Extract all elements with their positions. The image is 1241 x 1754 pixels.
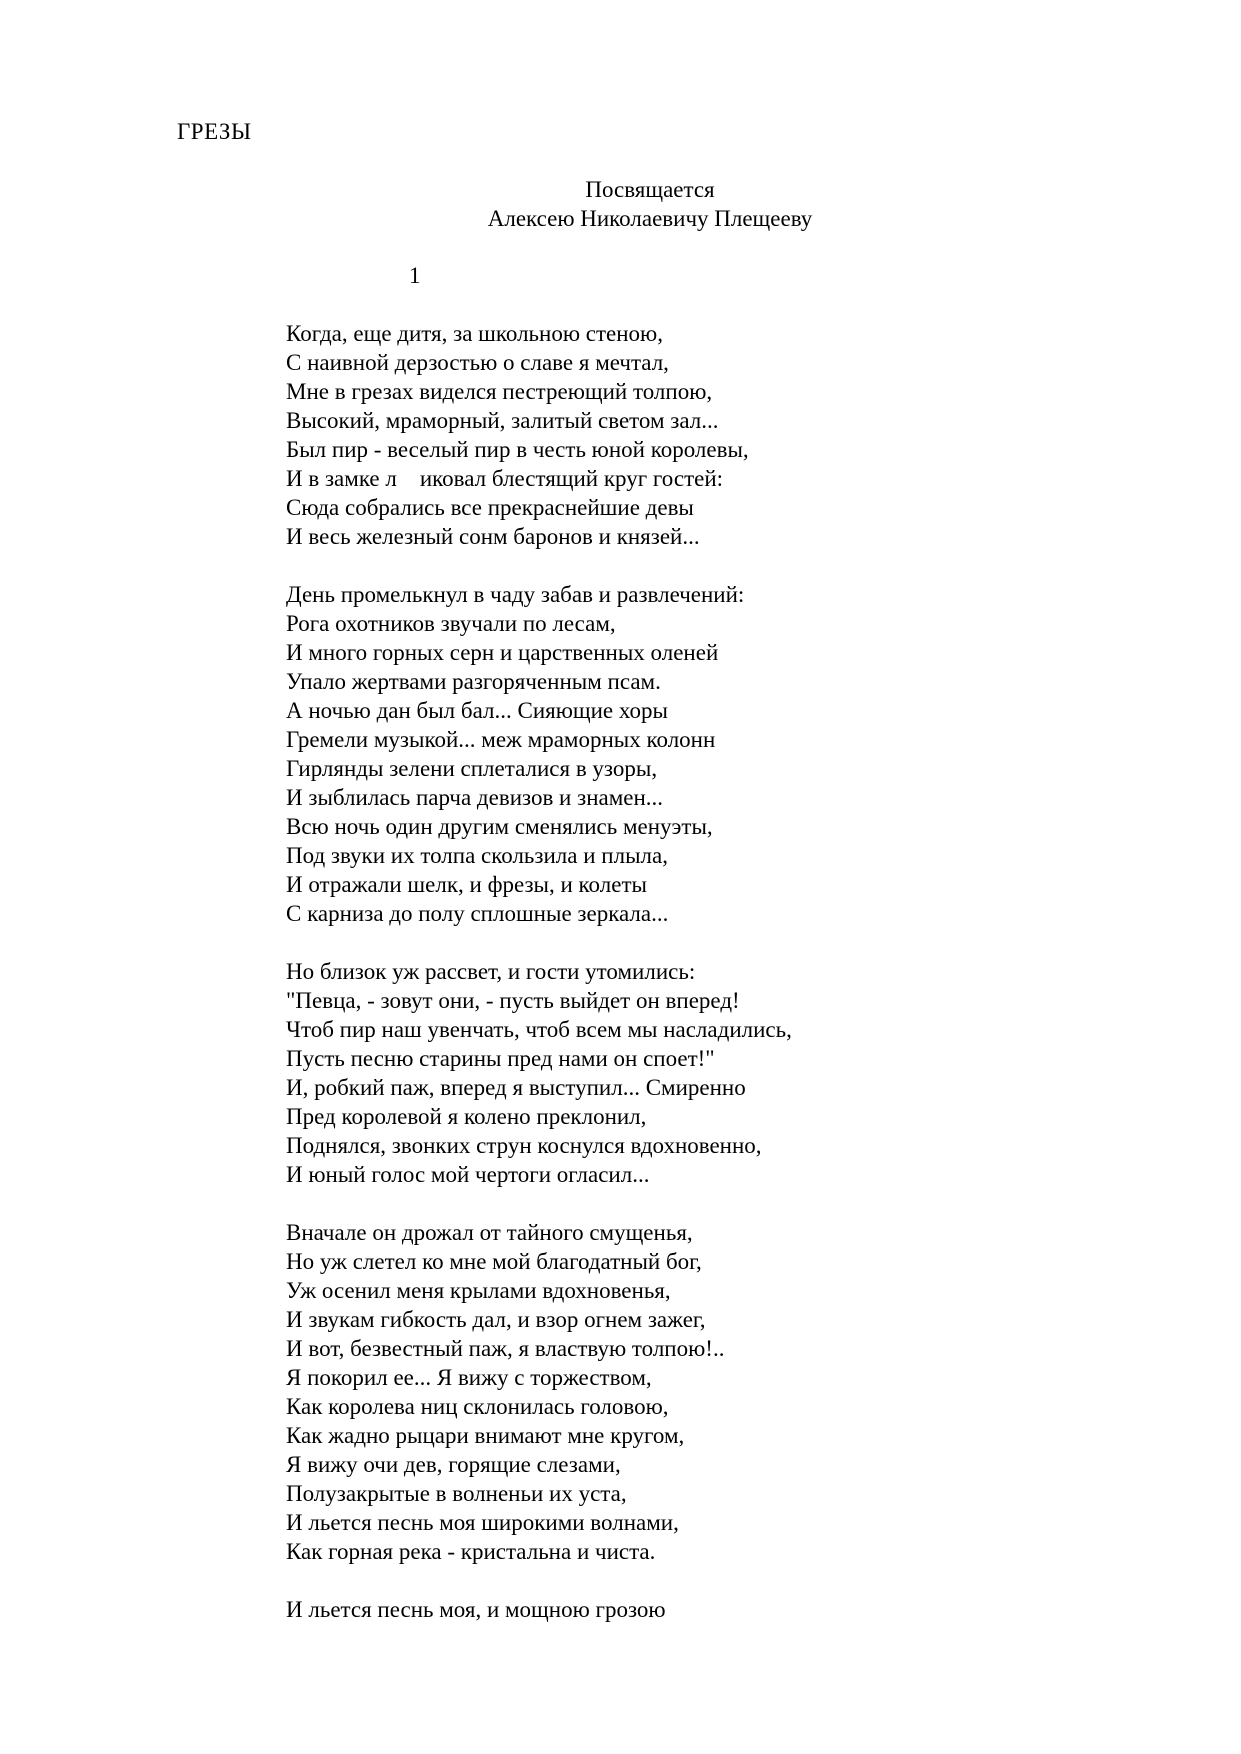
- poem-line: Вначале он дрожал от тайного смущенья,: [286, 1220, 693, 1245]
- poem-line: Я покорил ее... Я вижу с торжеством,: [286, 1365, 652, 1390]
- dedication: [430, 175, 870, 233]
- poem-line: И весь железный сонм баронов и князей...: [286, 524, 700, 549]
- poem-line: И юный голос мой чертоги огласил...: [286, 1162, 650, 1187]
- poem-line: Рога охотников звучали по лесам,: [286, 611, 616, 636]
- poem-line: Высокий, мраморный, залитый светом зал...: [286, 408, 719, 433]
- stanza: [286, 1595, 1186, 1624]
- stanza: [286, 319, 1186, 551]
- poem-line: Упало жертвами разгоряченным псам.: [286, 669, 661, 694]
- poem-line: Всю ночь один другим сменялись менуэты,: [286, 814, 713, 839]
- poem-line: И вот, безвестный паж, я властвую толпою!..: [286, 1336, 725, 1361]
- poem-line: Под звуки их толпа скользила и плыла,: [286, 843, 668, 868]
- poem-line: С наивной дерзостью о славе я мечтал,: [286, 350, 669, 375]
- poem-line: Сюда собрались все прекраснейшие девы: [286, 495, 694, 520]
- poem-line: Как жадно рыцари внимают мне кругом,: [286, 1423, 685, 1448]
- poem-line: Уж осенил меня крылами вдохновенья,: [286, 1278, 671, 1303]
- poem-line: И отражали шелк, и фрезы, и колеты: [286, 872, 647, 897]
- poem-body: [286, 319, 1186, 1653]
- dedication-line: Алексею Николаевичу Плещееву: [487, 206, 813, 231]
- poem-line: Но уж слетел ко мне мой благодатный бог,: [286, 1249, 702, 1274]
- dedication-line: Посвящается: [585, 177, 715, 202]
- poem-line: Поднялся, звонких струн коснулся вдохновенно,: [286, 1133, 762, 1158]
- section-number: 1: [409, 263, 421, 288]
- poem-title: ГРЕЗЫ: [177, 119, 252, 144]
- poem-line: И много горных серн и царственных оленей: [286, 640, 719, 665]
- poem-line: Гирлянды зелени сплеталися в узоры,: [286, 756, 658, 781]
- poem-line: Как королева ниц склонилась головою,: [286, 1394, 669, 1419]
- poem-line: С карниза до полу сплошные зеркала...: [286, 901, 669, 926]
- poem-line: Был пир - веселый пир в честь юной королевы,: [286, 437, 749, 462]
- poem-line: И в замке л иковал блестящий круг гостей:: [286, 466, 724, 491]
- poem-line: И зыблилась парча девизов и знамен...: [286, 785, 664, 810]
- poem-line: Чтоб пир наш увенчать, чтоб всем мы насладились,: [286, 1017, 792, 1042]
- poem-line: Полузакрытые в волненьи их уста,: [286, 1481, 627, 1506]
- poem-line: И звукам гибкость дал, и взор огнем зажег,: [286, 1307, 706, 1332]
- poem-line: Пусть песню старины пред нами он споет!": [286, 1046, 715, 1071]
- poem-line: Как горная река - кристальна и чиста.: [286, 1539, 656, 1564]
- poem-line: Я вижу очи дев, горящие слезами,: [286, 1452, 621, 1477]
- poem-line: И, робкий паж, вперед я выступил... Смиренно: [286, 1075, 746, 1100]
- stanza: [286, 580, 1186, 928]
- poem-line: И льется песнь моя, и мощною грозою: [286, 1597, 666, 1622]
- poem-line: И льется песнь моя широкими волнами,: [286, 1510, 679, 1535]
- poem-line: Пред королевой я колено преклонил,: [286, 1104, 647, 1129]
- poem-line: Но близок уж рассвет, и гости утомились:: [286, 959, 696, 984]
- poem-line: Гремели музыкой... меж мраморных колонн: [286, 727, 716, 752]
- poem-line: Когда, еще дитя, за школьною стеною,: [286, 321, 663, 346]
- poem-line: День промелькнул в чаду забав и развлечений:: [286, 582, 745, 607]
- stanza: [286, 957, 1186, 1189]
- poem-line: "Певца, - зовут они, - пусть выйдет он вперед!: [286, 988, 740, 1013]
- poem-line: Мне в грезах виделся пестреющий толпою,: [286, 379, 713, 404]
- poem-line: А ночью дан был бал... Сияющие хоры: [286, 698, 668, 723]
- stanza: [286, 1218, 1186, 1566]
